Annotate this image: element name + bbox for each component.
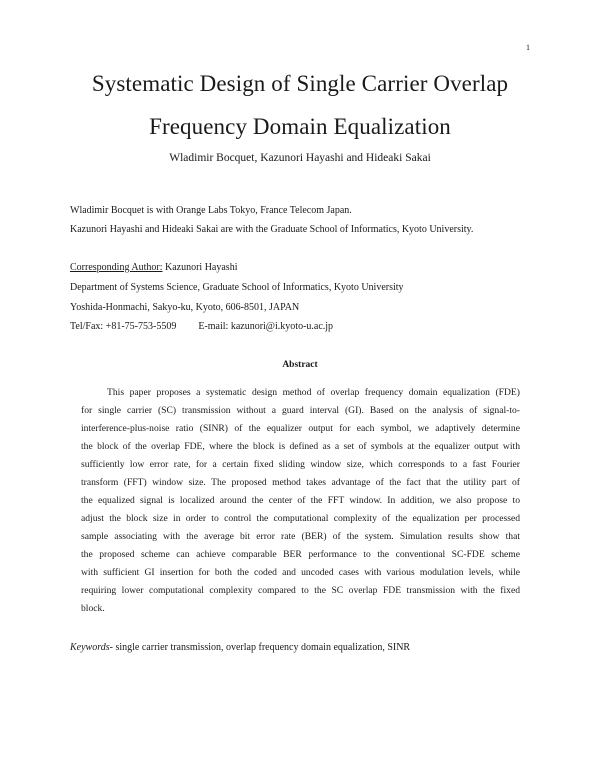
abstract-line: for single carrier (SC) transmission without a guard interval (GI). Based on the analysis of signal-to- bbox=[81, 405, 520, 416]
email-text: E-mail: kazunori@i.kyoto-u.ac.jp bbox=[198, 321, 334, 332]
paper-title-line-1: Systematic Design of Single Carrier Overlap bbox=[91, 71, 509, 96]
affiliation-line-1: Wladimir Bocquet is with Orange Labs Tokyo, France Telecom Japan. bbox=[70, 205, 352, 216]
corresponding-author-label: Corresponding Author: bbox=[70, 262, 163, 273]
corresponding-author bbox=[70, 262, 237, 274]
keywords-label: Keywords bbox=[70, 642, 110, 653]
abstract-line: the block of the overlap FDE, where the block is defined as a set of symbols at the equalizer output with bbox=[81, 441, 520, 452]
abstract-line: the equalized signal is localized around the center of the FFT window. In addition, we also propose to bbox=[81, 495, 520, 506]
author-list: Wladimir Bocquet, Kazunori Hayashi and Hideaki Sakai bbox=[169, 152, 431, 164]
abstract-line: with sufficient GI insertion for both the coded and uncoded cases with various modulation levels, while bbox=[81, 567, 520, 578]
abstract-line: sample associating with the average bit error rate (BER) of the system. Simulation results show that bbox=[81, 531, 520, 542]
abstract-heading: Abstract bbox=[282, 360, 318, 370]
abstract-line: the proposed scheme can achieve comparable BER performance to the conventional SC-FDE scheme bbox=[81, 549, 520, 560]
keywords-text: - single carrier transmission, overlap frequency domain equalization, SINR bbox=[109, 642, 411, 653]
affiliation-line-2: Kazunori Hayashi and Hideaki Sakai are with the Graduate School of Informatics, Kyoto University. bbox=[70, 224, 474, 235]
abstract-line: This paper proposes a systematic design method of overlap frequency domain equalization (FDE) bbox=[107, 387, 520, 398]
paper-title-line-2: Frequency Domain Equalization bbox=[149, 114, 451, 139]
contact-line bbox=[70, 321, 333, 333]
keywords-line bbox=[70, 642, 410, 653]
corresponding-address: Yoshida-Honmachi, Sakyo-ku, Kyoto, 606-8501, JAPAN bbox=[70, 302, 300, 313]
abstract-line: sufficiently low error rate, for a certain fixed sliding window size, which corresponds to a fast Fourier bbox=[81, 459, 520, 470]
abstract-line: interference-plus-noise ratio (SINR) of the equalizer output for each symbol, we adaptively determine bbox=[81, 423, 520, 434]
telfax-text: Tel/Fax: +81-75-753-5509 bbox=[70, 321, 177, 332]
corresponding-department: Department of Systems Science, Graduate School of Informatics, Kyoto University bbox=[70, 282, 404, 293]
abstract-line: transform (FFT) window size. The proposed method takes advantage of the fact that the utility part of bbox=[81, 477, 520, 488]
abstract-line: block. bbox=[81, 603, 105, 614]
page-number: 1 bbox=[526, 43, 530, 52]
corresponding-author-name: Kazunori Hayashi bbox=[162, 262, 238, 273]
abstract-line: adjust the block size in order to control the computational complexity of the equalization per processed bbox=[81, 513, 520, 524]
abstract-line: requiring lower computational complexity compared to the SC overlap FDE transmission with the fixed bbox=[81, 585, 520, 596]
